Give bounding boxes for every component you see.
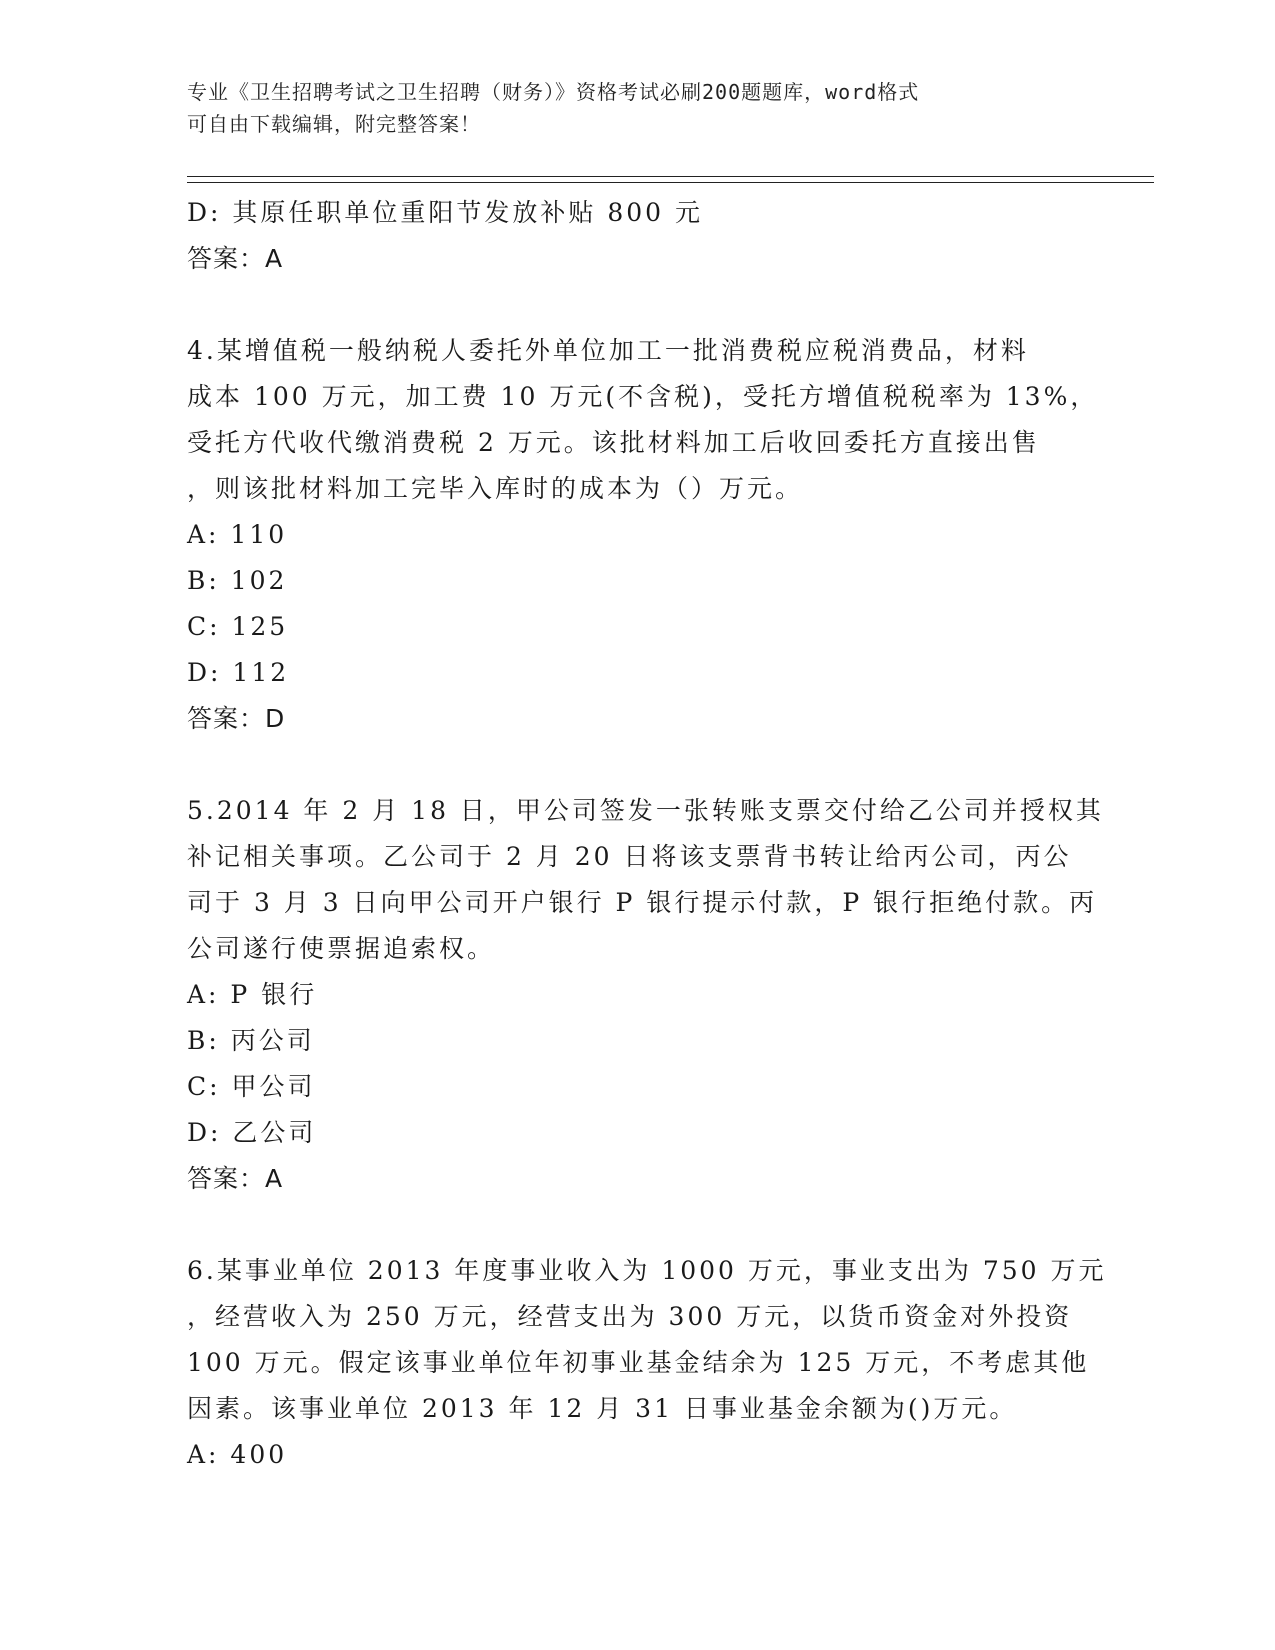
stem-line: 受托方代收代缴消费税 2 万元。该批材料加工后收回委托方直接出售 — [187, 428, 1040, 457]
stem-line: 6.某事业单位 2013 年度事业收入为 1000 万元，事业支出为 750 万元 — [187, 1256, 1107, 1285]
stem-line: 司于 3 月 3 日向甲公司开户银行 P 银行提示付款，P 银行拒绝付款。丙 — [187, 888, 1098, 917]
question-6 — [187, 1248, 1107, 1478]
stem-line: 补记相关事项。乙公司于 2 月 20 日将该支票背书转让给丙公司，丙公 — [187, 842, 1072, 871]
stem-line: 因素。该事业单位 2013 年 12 月 31 日事业基金余额为()万元。 — [187, 1394, 1018, 1423]
stem-line: 公司遂行使票据追索权。 — [187, 934, 496, 963]
header-title-line-2: 可自由下载编辑，附完整答案！ — [187, 112, 481, 136]
header-divider-top — [187, 176, 1154, 177]
question-content — [187, 190, 1107, 1478]
option-c: C: 甲公司 — [187, 1072, 316, 1101]
option-b: B: 丙公司 — [187, 1026, 315, 1055]
option-b: B: 102 — [187, 566, 288, 595]
stem-line: ，则该批材料加工完毕入库时的成本为（）万元。 — [187, 474, 804, 503]
stem-line: 100 万元。假定该事业单位年初事业基金结余为 125 万元，不考虑其他 — [187, 1348, 1090, 1377]
spacer — [187, 1202, 1087, 1248]
option-d: D: 112 — [187, 658, 290, 687]
option-a: A: P 银行 — [187, 980, 318, 1009]
header-title-line-1: 专业《卫生招聘考试之卫生招聘（财务）》资格考试必刷200题题库，word格式 — [187, 80, 920, 104]
question-stem — [187, 1248, 1107, 1432]
stem-line: 4.某增值税一般纳税人委托外单位加工一批消费税应税消费品，材料 — [187, 336, 1029, 365]
stem-line: ，经营收入为 250 万元，经营支出为 300 万元，以货币资金对外投资 — [187, 1302, 1073, 1331]
option-d: D: 乙公司 — [187, 1118, 317, 1147]
question-stem — [187, 788, 1104, 972]
header-divider-bottom — [187, 182, 1154, 183]
question-5 — [187, 788, 1104, 1202]
option-c: C: 125 — [187, 612, 289, 641]
option-d: D: 其原任职单位重阳节发放补贴 800 元 — [187, 198, 704, 227]
question-stem — [187, 328, 1099, 512]
spacer — [187, 742, 1087, 788]
stem-line: 5.2014 年 2 月 18 日，甲公司签发一张转账支票交付给乙公司并授权其 — [187, 796, 1104, 825]
stem-line: 成本 100 万元，加工费 10 万元(不含税)，受托方增值税税率为 13%， — [187, 382, 1099, 411]
option-a: A: 110 — [187, 520, 288, 549]
question-3-tail — [187, 190, 1087, 282]
spacer — [187, 282, 1087, 328]
option-a: A: 400 — [187, 1440, 288, 1469]
answer-label: 答案：A — [187, 244, 284, 273]
question-4 — [187, 328, 1099, 742]
document-header — [187, 76, 1067, 140]
answer-label: 答案：D — [187, 704, 286, 733]
answer-label: 答案：A — [187, 1164, 284, 1193]
